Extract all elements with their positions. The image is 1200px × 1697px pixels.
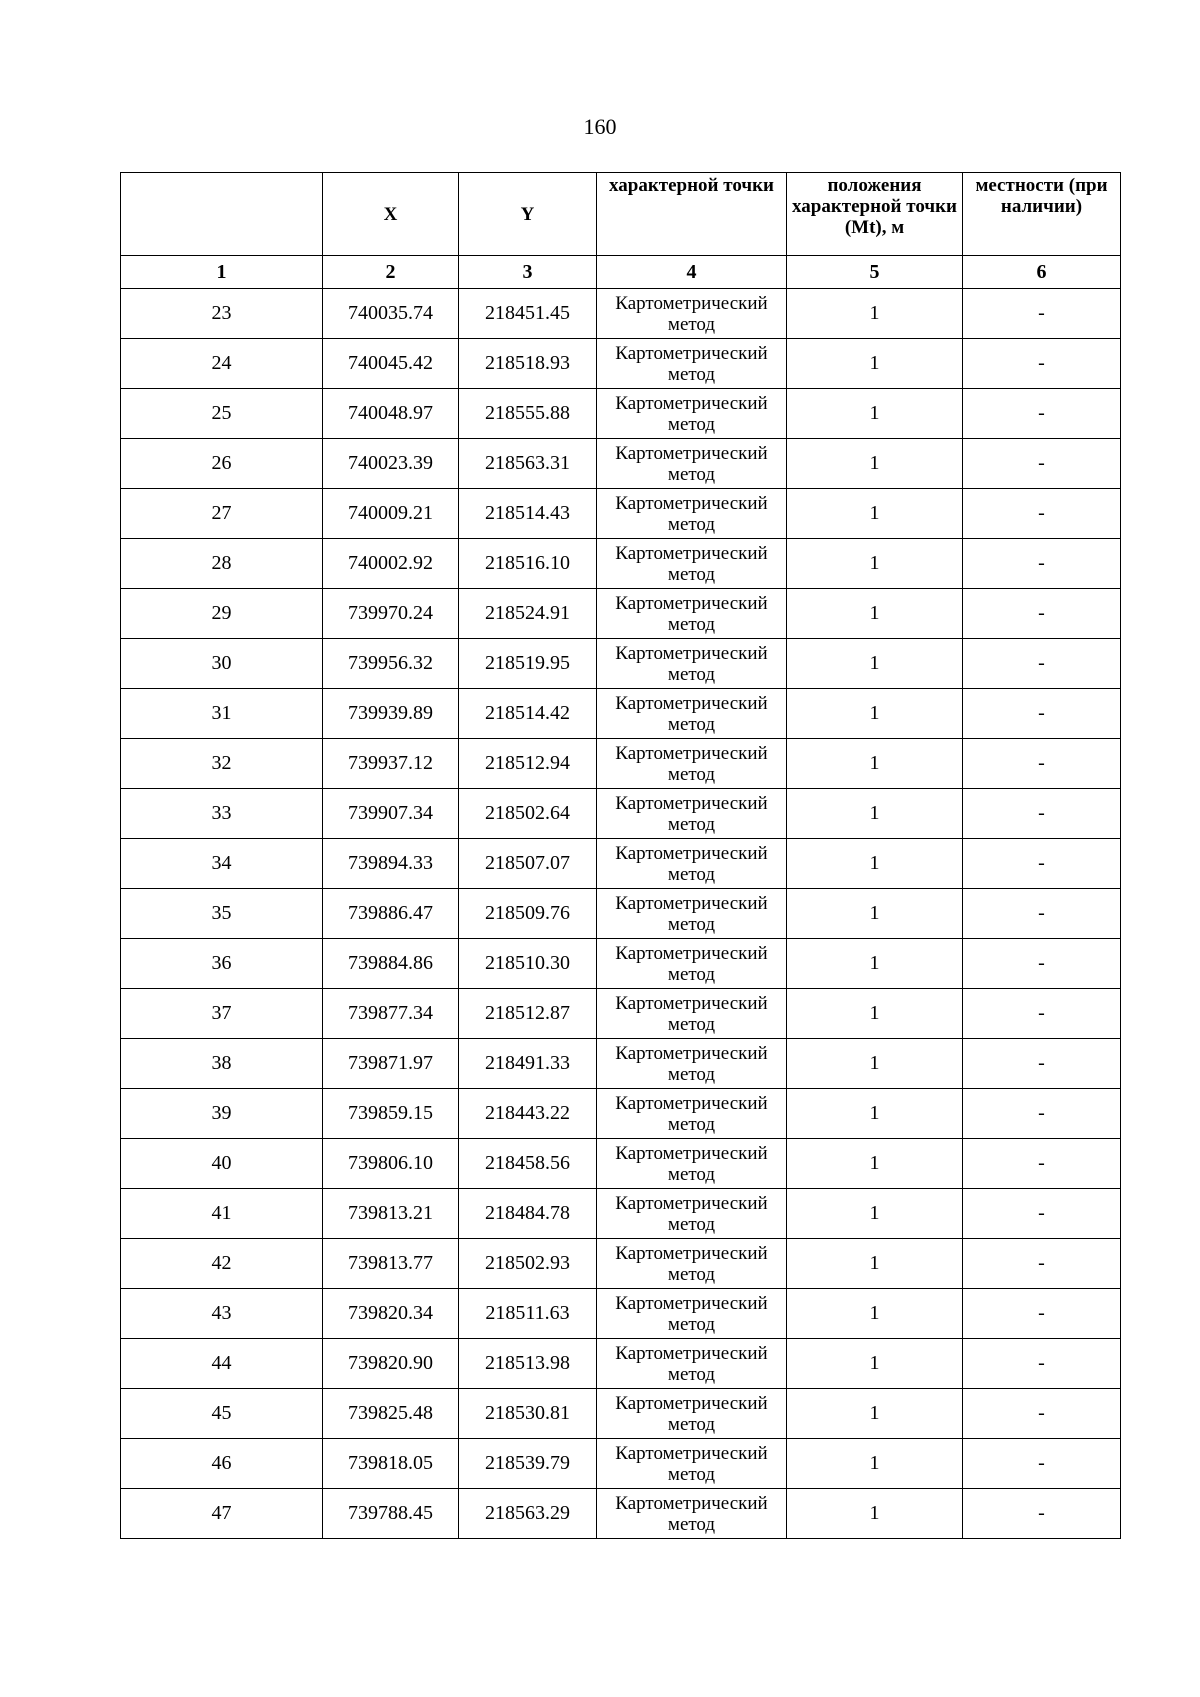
cell-method: Картометрический метод [597,439,787,489]
cell-x: 740023.39 [323,439,459,489]
cell-method: Картометрический метод [597,989,787,1039]
cell-method: Картометрический метод [597,1439,787,1489]
table-row [121,489,1121,539]
cell-point-number: 41 [121,1189,323,1239]
cell-description: - [963,289,1121,339]
cell-y: 218563.31 [459,439,597,489]
cell-method: Картометрический метод [597,939,787,989]
cell-x: 739956.32 [323,639,459,689]
cell-accuracy: 1 [787,539,963,589]
cell-accuracy: 1 [787,839,963,889]
cell-y: 218507.07 [459,839,597,889]
column-number: 1 [121,256,323,289]
table-row [121,889,1121,939]
cell-point-number: 37 [121,989,323,1039]
cell-method: Картометрический метод [597,339,787,389]
cell-description: - [963,1189,1121,1239]
cell-y: 218491.33 [459,1039,597,1089]
cell-point-number: 44 [121,1339,323,1389]
cell-y: 218512.87 [459,989,597,1039]
cell-method: Картометрический метод [597,389,787,439]
cell-x: 739859.15 [323,1089,459,1139]
cell-accuracy: 1 [787,589,963,639]
cell-y: 218514.42 [459,689,597,739]
cell-method: Картометрический метод [597,1389,787,1439]
cell-accuracy: 1 [787,889,963,939]
cell-description: - [963,1139,1121,1189]
cell-description: - [963,589,1121,639]
column-number: 6 [963,256,1121,289]
table-row [121,739,1121,789]
cell-x: 739806.10 [323,1139,459,1189]
cell-accuracy: 1 [787,939,963,989]
table-header-row [121,173,1121,256]
cell-method: Картометрический метод [597,1239,787,1289]
table-row [121,1439,1121,1489]
cell-method: Картометрический метод [597,1039,787,1089]
cell-description: - [963,439,1121,489]
cell-accuracy: 1 [787,489,963,539]
page-number: 160 [583,114,617,139]
cell-description: - [963,789,1121,839]
cell-description: - [963,489,1121,539]
table-row [121,689,1121,739]
cell-y: 218539.79 [459,1439,597,1489]
table-row [121,939,1121,989]
cell-x: 739825.48 [323,1389,459,1439]
header-cell-y: Y [459,173,597,256]
cell-x: 739820.34 [323,1289,459,1339]
cell-accuracy: 1 [787,1139,963,1189]
cell-method: Картометрический метод [597,689,787,739]
column-number: 5 [787,256,963,289]
cell-method: Картометрический метод [597,1289,787,1339]
cell-x: 739886.47 [323,889,459,939]
cell-description: - [963,739,1121,789]
cell-accuracy: 1 [787,1039,963,1089]
cell-accuracy: 1 [787,639,963,689]
table-row [121,1239,1121,1289]
cell-x: 739884.86 [323,939,459,989]
cell-description: - [963,889,1121,939]
cell-y: 218518.93 [459,339,597,389]
table-row [121,989,1121,1039]
cell-description: - [963,939,1121,989]
cell-y: 218484.78 [459,1189,597,1239]
cell-point-number: 23 [121,289,323,339]
cell-point-number: 25 [121,389,323,439]
cell-x: 739939.89 [323,689,459,739]
table-row [121,1039,1121,1089]
cell-accuracy: 1 [787,739,963,789]
cell-description: - [963,1339,1121,1389]
table-row [121,839,1121,889]
cell-method: Картометрический метод [597,539,787,589]
cell-description: - [963,1239,1121,1289]
cell-x: 739907.34 [323,789,459,839]
cell-method: Картометрический метод [597,889,787,939]
cell-y: 218555.88 [459,389,597,439]
cell-x: 739813.77 [323,1239,459,1289]
cell-description: - [963,839,1121,889]
cell-x: 739937.12 [323,739,459,789]
cell-x: 740035.74 [323,289,459,339]
cell-accuracy: 1 [787,1089,963,1139]
cell-point-number: 46 [121,1439,323,1489]
cell-point-number: 32 [121,739,323,789]
table-row [121,1339,1121,1389]
cell-point-number: 26 [121,439,323,489]
cell-point-number: 47 [121,1489,323,1539]
cell-x: 740002.92 [323,539,459,589]
column-number: 3 [459,256,597,289]
cell-y: 218502.64 [459,789,597,839]
cell-point-number: 34 [121,839,323,889]
cell-method: Картометрический метод [597,739,787,789]
header-cell-point [121,173,323,256]
cell-accuracy: 1 [787,339,963,389]
cell-accuracy: 1 [787,689,963,739]
cell-accuracy: 1 [787,389,963,439]
cell-point-number: 38 [121,1039,323,1089]
cell-point-number: 24 [121,339,323,389]
cell-description: - [963,1089,1121,1139]
cell-point-number: 40 [121,1139,323,1189]
table-row [121,1189,1121,1239]
table-row [121,589,1121,639]
cell-x: 740045.42 [323,339,459,389]
cell-point-number: 45 [121,1389,323,1439]
cell-y: 218443.22 [459,1089,597,1139]
table-row [121,639,1121,689]
cell-x: 739818.05 [323,1439,459,1489]
cell-accuracy: 1 [787,1389,963,1439]
cell-point-number: 31 [121,689,323,739]
cell-method: Картометрический метод [597,1139,787,1189]
cell-point-number: 29 [121,589,323,639]
cell-accuracy: 1 [787,1339,963,1389]
cell-point-number: 30 [121,639,323,689]
header-cell-x: X [323,173,459,256]
cell-accuracy: 1 [787,1439,963,1489]
table-row [121,1389,1121,1439]
cell-method: Картометрический метод [597,839,787,889]
cell-x: 739970.24 [323,589,459,639]
table-body [121,289,1121,1539]
cell-method: Картометрический метод [597,1339,787,1389]
cell-y: 218530.81 [459,1389,597,1439]
header-cell-accuracy: положения характерной точки (Mt), м [787,173,963,256]
cell-y: 218516.10 [459,539,597,589]
cell-accuracy: 1 [787,1289,963,1339]
cell-method: Картометрический метод [597,1089,787,1139]
cell-description: - [963,1489,1121,1539]
cell-accuracy: 1 [787,289,963,339]
cell-y: 218524.91 [459,589,597,639]
table-row [121,389,1121,439]
cell-x: 740009.21 [323,489,459,539]
cell-point-number: 33 [121,789,323,839]
cell-accuracy: 1 [787,1189,963,1239]
cell-x: 740048.97 [323,389,459,439]
cell-x: 739894.33 [323,839,459,889]
cell-point-number: 28 [121,539,323,589]
cell-x: 739788.45 [323,1489,459,1539]
coordinates-table [120,172,1121,1539]
cell-y: 218512.94 [459,739,597,789]
cell-method: Картометрический метод [597,639,787,689]
cell-y: 218509.76 [459,889,597,939]
cell-description: - [963,339,1121,389]
table-row [121,1489,1121,1539]
cell-y: 218458.56 [459,1139,597,1189]
cell-x: 739820.90 [323,1339,459,1389]
cell-point-number: 42 [121,1239,323,1289]
cell-accuracy: 1 [787,789,963,839]
cell-method: Картометрический метод [597,289,787,339]
cell-y: 218510.30 [459,939,597,989]
cell-point-number: 36 [121,939,323,989]
table-row [121,789,1121,839]
cell-y: 218514.43 [459,489,597,539]
table-row [121,439,1121,489]
cell-point-number: 27 [121,489,323,539]
table-row [121,539,1121,589]
cell-y: 218451.45 [459,289,597,339]
cell-point-number: 39 [121,1089,323,1139]
table-row [121,1139,1121,1189]
cell-accuracy: 1 [787,1489,963,1539]
cell-description: - [963,539,1121,589]
cell-y: 218511.63 [459,1289,597,1339]
header-cell-description: местности (при наличии) [963,173,1121,256]
cell-x: 739871.97 [323,1039,459,1089]
header-cell-method: характерной точки [597,173,787,256]
cell-method: Картометрический метод [597,489,787,539]
table-row [121,1289,1121,1339]
table-row [121,1089,1121,1139]
cell-description: - [963,1389,1121,1439]
cell-method: Картометрический метод [597,1489,787,1539]
cell-accuracy: 1 [787,1239,963,1289]
column-number: 2 [323,256,459,289]
cell-description: - [963,1289,1121,1339]
table-row [121,289,1121,339]
cell-accuracy: 1 [787,439,963,489]
cell-accuracy: 1 [787,989,963,1039]
cell-y: 218519.95 [459,639,597,689]
cell-description: - [963,1039,1121,1089]
cell-point-number: 35 [121,889,323,939]
cell-method: Картометрический метод [597,1189,787,1239]
cell-description: - [963,639,1121,689]
column-number-row [121,256,1121,289]
cell-method: Картометрический метод [597,789,787,839]
cell-y: 218513.98 [459,1339,597,1389]
table-row [121,339,1121,389]
cell-description: - [963,389,1121,439]
cell-y: 218502.93 [459,1239,597,1289]
cell-x: 739813.21 [323,1189,459,1239]
cell-description: - [963,689,1121,739]
cell-y: 218563.29 [459,1489,597,1539]
cell-description: - [963,989,1121,1039]
column-number: 4 [597,256,787,289]
cell-x: 739877.34 [323,989,459,1039]
cell-description: - [963,1439,1121,1489]
cell-point-number: 43 [121,1289,323,1339]
cell-method: Картометрический метод [597,589,787,639]
